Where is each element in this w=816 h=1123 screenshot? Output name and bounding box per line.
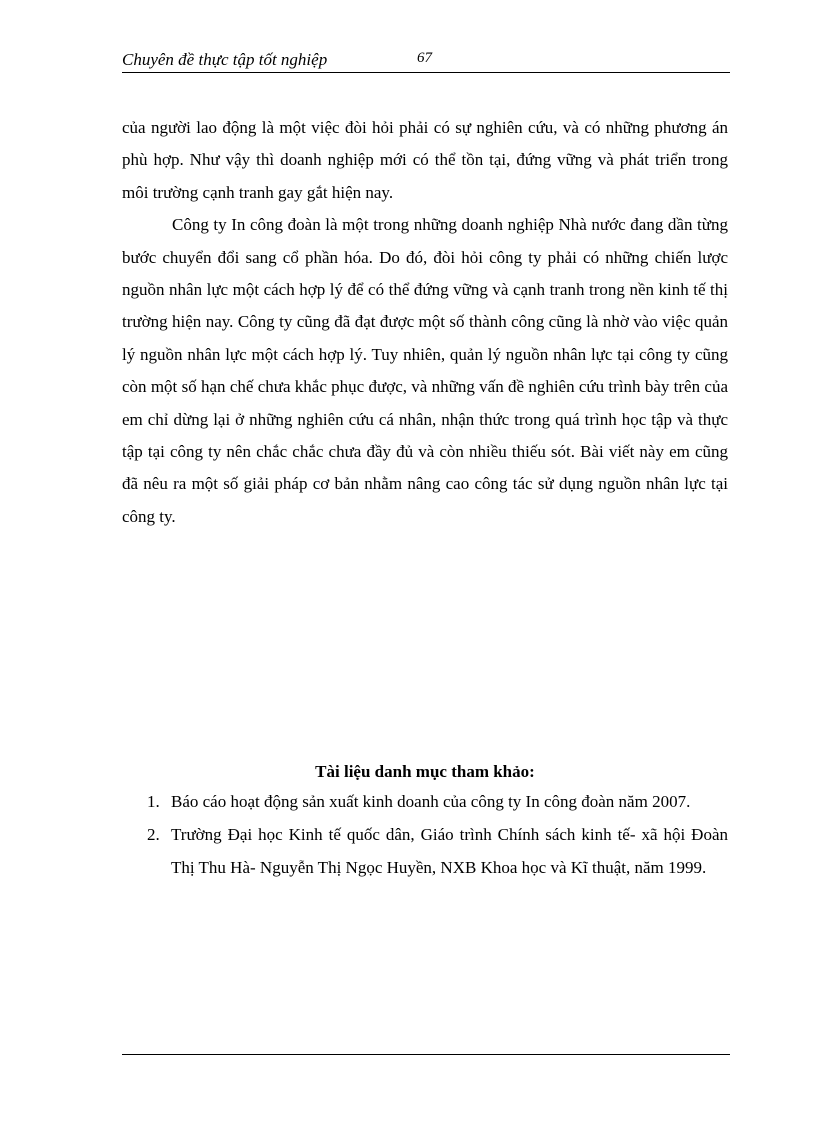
reference-item xyxy=(122,786,728,818)
paragraph-2: Công ty In công đoàn là một trong những doanh nghiệp Nhà nước đang dần từng bước chuyển đổi sang cổ phần hóa. Do đó, đòi hỏi công ty phải có những chiến lược nguồn nhân lực một cách hợp lý để có thể đứng vững và cạnh tranh trong nền kinh tế thị trường hiện nay. Công ty cũng đã đạt được một số thành công cũng là nhờ vào việc quản lý nguồn nhân lực một cách hợp lý. Tuy nhiên, quản lý nguồn nhân lực tại công ty cũng còn một số hạn chế chưa khắc phục được, và những vấn đề nghiên cứu trình bày trên của em chỉ dừng lại ở những nghiên cứu cá nhân, nhận thức trong quá trình học tập và thực tập tại công ty nên chắc chắc chưa đầy đủ và còn nhiều thiếu sót. Bài viết này em cũng đã nêu ra một số giải pháp cơ bản nhằm nâng cao công tác sử dụng nguồn nhân lực tại công ty. xyxy=(122,215,728,526)
reference-text: Trường Đại học Kinh tế quốc dân, Giáo trình Chính sách kinh tế- xã hội Đoàn Thị Thu Hà- Nguyễn Thị Ngọc Huyền, NXB Khoa học và Kĩ thuật, năm 1999. xyxy=(171,825,728,877)
footer-divider xyxy=(122,1054,730,1055)
page-header xyxy=(122,50,730,72)
reference-number: 1. xyxy=(147,792,160,811)
reference-text: Báo cáo hoạt động sản xuất kinh doanh của công ty In công đoàn năm 2007. xyxy=(171,792,691,811)
reference-item xyxy=(122,819,728,884)
header-divider xyxy=(122,72,730,73)
reference-number: 2. xyxy=(147,825,160,845)
references-heading: Tài liệu danh mục tham khảo: xyxy=(315,762,535,781)
paragraph-1: của người lao động là một việc đòi hỏi phải có sự nghiên cứu, và có những phương án phù hợp. Như vậy thì doanh nghiệp mới có thể tồn tại, đứng vững và phát triển trong môi trường cạnh tranh gay gắt hiện nay. xyxy=(122,118,728,202)
body-text xyxy=(122,112,728,533)
page-number: 67 xyxy=(417,50,432,66)
header-title: Chuyên đề thực tập tốt nghiệp xyxy=(122,50,328,69)
references-list xyxy=(122,786,728,884)
